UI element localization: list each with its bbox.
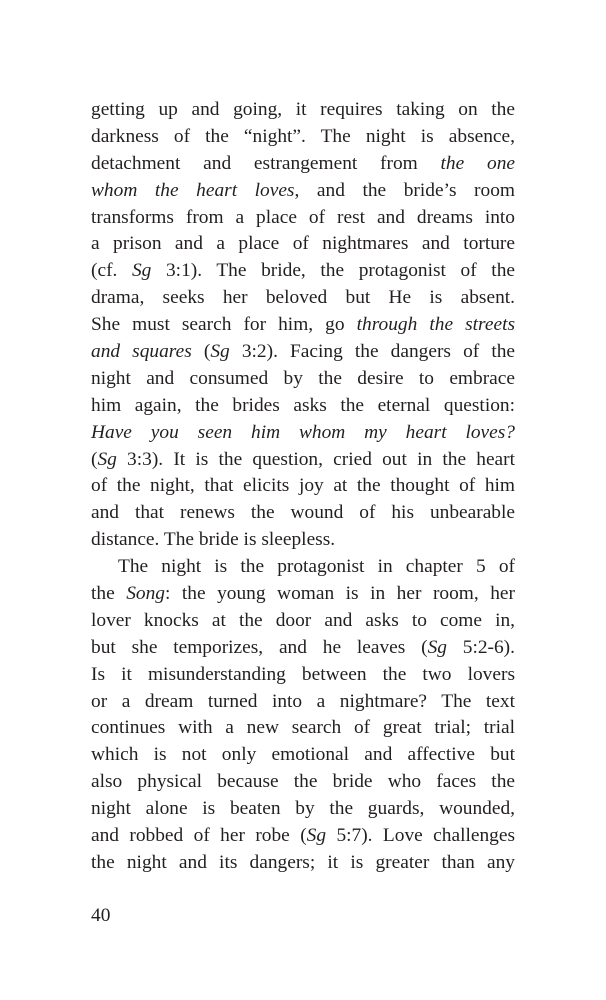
italic-text: through the streets (356, 314, 516, 336)
text-segment: The night is the protagonist in chapter 5 of (118, 556, 515, 578)
text-segment: 3:3). It is the question, cried out in the heart (116, 448, 515, 470)
text-line (91, 339, 515, 366)
italic-text: Have you seen him whom my heart loves? (91, 421, 515, 443)
text-segment: which is not only emotional and affective but (91, 744, 515, 766)
text-line (91, 581, 515, 608)
text-line (91, 151, 515, 178)
text-segment: detachment and estrangement from (91, 152, 441, 174)
text-segment: 5:2-6). (446, 636, 515, 658)
text-segment: lover knocks at the door and asks to come in, (91, 609, 515, 631)
text-segment: transforms from a place of rest and dreams into (91, 206, 515, 228)
text-line (91, 527, 515, 554)
italic-text: whom the heart loves (91, 179, 295, 201)
text-line (91, 231, 515, 258)
text-segment: 5:7). Love challenges (326, 825, 515, 847)
text-segment: (cf. (91, 260, 132, 282)
text-segment: continues with a new search of great trial; trial (91, 717, 515, 739)
italic-text: Song (126, 583, 165, 605)
text-line (91, 366, 515, 393)
italic-text: Sg (210, 341, 230, 363)
text-line (91, 662, 515, 689)
italic-text: Sg (427, 636, 447, 658)
text-segment: also physical because the bride who faces the (91, 771, 515, 793)
text-line (91, 823, 515, 850)
text-line (91, 796, 515, 823)
text-segment: : the young woman is in her room, her (164, 583, 515, 605)
text-segment: the (91, 583, 127, 605)
text-line (91, 715, 515, 742)
text-segment: 3:1). The bride, the protagonist of the (151, 260, 516, 282)
text-line (91, 554, 515, 581)
text-segment: and that renews the wound of his unbearable (91, 502, 515, 524)
italic-text: the one (440, 152, 515, 174)
text-segment: getting up and going, it requires taking on the (91, 99, 515, 120)
text-segment: drama, seeks her beloved but He is absent. (91, 287, 515, 309)
text-segment: , and the bride’s room (294, 179, 515, 201)
text-line (91, 769, 515, 796)
text-line (91, 473, 515, 500)
text-segment: or a dream turned into a nightmare? The text (91, 690, 515, 712)
text-segment: Is it misunderstanding between the two lovers (91, 663, 515, 685)
text-segment: him again, the brides asks the eternal question: (91, 394, 515, 416)
text-line (91, 689, 515, 716)
text-segment: ( (191, 341, 211, 363)
italic-text: Sg (97, 448, 117, 470)
text-line (91, 312, 515, 339)
text-segment: of the night, that elicits joy at the thought of him (91, 475, 515, 497)
text-line (91, 447, 515, 474)
text-segment: distance. The bride is sleepless. (91, 529, 336, 551)
text-line (91, 500, 515, 527)
text-line (91, 178, 515, 205)
text-segment: 3:2). Facing the dangers of the (229, 341, 516, 363)
italic-text: Sg (306, 825, 327, 847)
text-segment: ( (91, 448, 98, 470)
text-segment: the night and its dangers; it is greater than any (91, 851, 515, 873)
text-line (91, 635, 515, 662)
text-line (91, 393, 515, 420)
text-segment: She must search for him, go (91, 314, 357, 336)
text-line (91, 285, 515, 312)
italic-text: Sg (131, 260, 152, 282)
text-line (91, 205, 515, 232)
text-body (91, 97, 515, 877)
text-line (91, 850, 515, 877)
text-line (91, 124, 515, 151)
text-segment: night and consumed by the desire to embrace (91, 367, 515, 389)
text-line (91, 608, 515, 635)
page-number: 40 (91, 905, 111, 926)
text-line (91, 258, 515, 285)
text-segment: and robbed of her robe ( (91, 825, 307, 847)
text-line (91, 742, 515, 769)
italic-text: and squares (91, 341, 192, 363)
text-segment: but she temporizes, and he leaves ( (91, 636, 428, 658)
text-line (91, 420, 515, 447)
text-segment: a prison and a place of nightmares and torture (91, 233, 515, 255)
text-segment: night alone is beaten by the guards, wounded, (91, 798, 515, 820)
text-line (91, 97, 515, 124)
text-segment: darkness of the “night”. The night is absence, (91, 125, 515, 147)
